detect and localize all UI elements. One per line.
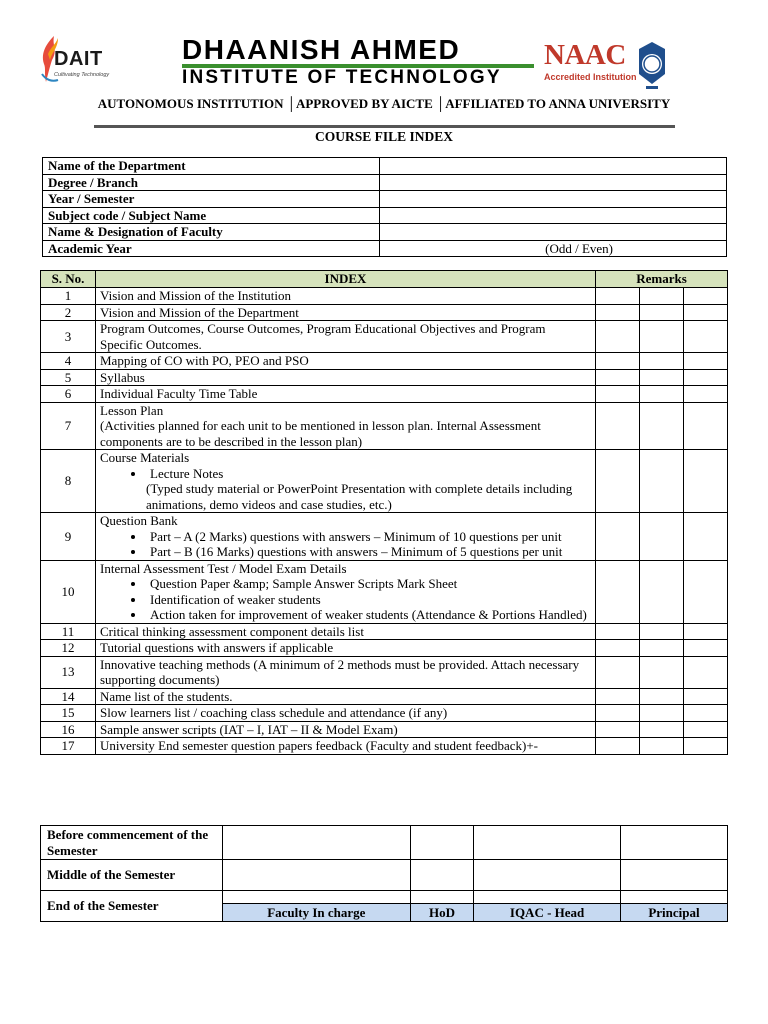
remarks-cell[interactable] [684, 450, 728, 513]
institution-name: DHAANISH AHMED [182, 36, 461, 64]
index-item-text: Slow learners list / coaching class schedule and attendance (if any) [100, 705, 448, 720]
remarks-cell[interactable] [640, 705, 684, 722]
remarks-cell[interactable] [684, 623, 728, 640]
row-number: 5 [41, 369, 96, 386]
remarks-cell[interactable] [596, 721, 640, 738]
remarks-cell[interactable] [640, 623, 684, 640]
bullet-item: • Action taken for improvement of weaker students (Attendance & Portions Handled) [146, 607, 590, 623]
remarks-cell[interactable] [640, 369, 684, 386]
remarks-cell[interactable] [684, 513, 728, 561]
remarks-cell[interactable] [596, 738, 640, 755]
header-rule [94, 125, 675, 128]
signature-table [40, 825, 728, 922]
remarks-cell[interactable] [596, 402, 640, 450]
department-info-table [42, 157, 727, 257]
field-label: Name of the Department [43, 158, 380, 175]
signatory-label: Faculty In charge [223, 904, 411, 922]
remarks-cell[interactable] [684, 321, 728, 353]
remarks-cell[interactable] [640, 560, 684, 623]
row-number: 3 [41, 321, 96, 353]
row-number: 17 [41, 738, 96, 755]
remarks-cell[interactable] [684, 304, 728, 321]
field-value[interactable] [380, 224, 727, 241]
bullet-item: • Part – A (2 Marks) questions with answers – Minimum of 10 questions per unit [146, 529, 590, 545]
department-field-row [43, 174, 727, 191]
index-item-text: Question Bank [100, 513, 178, 528]
index-item-text: University End semester question papers feedback (Faculty and student feedback)+- [100, 738, 538, 753]
bullet-item: • Part – B (16 Marks) questions with answers – Minimum of 5 questions per unit [146, 544, 590, 560]
index-item-note: (Typed study material or PowerPoint Presentation with complete details including animations, demo videos and case studies, etc.) [146, 481, 573, 512]
signature-stage-label: Before commencement of the Semester [41, 826, 223, 860]
field-label: Name & Designation of Faculty [43, 224, 380, 241]
department-field-row [43, 224, 727, 241]
index-item [96, 738, 596, 755]
row-number: 1 [41, 288, 96, 305]
remarks-cell[interactable] [640, 721, 684, 738]
remarks-cell[interactable] [684, 402, 728, 450]
field-label: Year / Semester [43, 191, 380, 208]
signature-stage-label: End of the Semester [41, 891, 223, 922]
index-item-text: Vision and Mission of the Institution [100, 288, 291, 303]
row-number: 9 [41, 513, 96, 561]
institution-subtitle: INSTITUTE OF TECHNOLOGY [182, 68, 502, 88]
row-number: 16 [41, 721, 96, 738]
index-item-text: Lesson Plan [100, 402, 164, 418]
remarks-cell[interactable] [640, 321, 684, 353]
bullet-item: • Identification of weaker students [146, 592, 590, 608]
index-row [41, 369, 728, 386]
index-item-text: Internal Assessment Test / Model Exam Details [100, 560, 347, 576]
remarks-cell[interactable] [596, 560, 640, 623]
remarks-cell[interactable] [640, 738, 684, 755]
index-item-text: Course Materials [100, 450, 190, 465]
field-value[interactable]: (Odd / Even) [380, 240, 727, 257]
field-value[interactable] [380, 158, 727, 175]
signature-cell[interactable] [620, 891, 727, 904]
index-item-text: Individual Faculty Time Table [100, 386, 258, 401]
signature-cell[interactable] [620, 826, 727, 860]
remarks-cell[interactable] [640, 353, 684, 370]
department-field-row [43, 207, 727, 224]
remarks-cell[interactable] [596, 353, 640, 370]
index-item [96, 450, 596, 513]
remarks-cell[interactable] [596, 369, 640, 386]
index-item-text: Program Outcomes, Course Outcomes, Program Educational Objectives and Program Specific Outcomes. [100, 321, 546, 352]
signature-row [41, 891, 728, 904]
naac-logo-text: NAAC [544, 39, 626, 71]
dait-logo-text: DAIT [54, 48, 103, 70]
remarks-cell[interactable] [684, 738, 728, 755]
signature-cell[interactable] [474, 891, 621, 904]
field-label: Degree / Branch [43, 174, 380, 191]
index-item [96, 705, 596, 722]
row-number: 12 [41, 640, 96, 657]
signature-stage-label: Middle of the Semester [41, 860, 223, 891]
signature-cell[interactable] [410, 826, 474, 860]
field-value[interactable] [380, 174, 727, 191]
index-item [96, 640, 596, 657]
signature-cell[interactable] [410, 891, 474, 904]
index-item-bullets [100, 466, 590, 482]
remarks-cell[interactable] [596, 623, 640, 640]
remarks-cell[interactable] [684, 640, 728, 657]
index-item [96, 560, 596, 623]
remarks-cell[interactable] [640, 513, 684, 561]
index-item-bullets [100, 529, 590, 560]
remarks-cell[interactable] [596, 688, 640, 705]
bullet-item: • Lecture Notes [146, 466, 590, 482]
remarks-cell[interactable] [640, 640, 684, 657]
remarks-cell[interactable] [640, 288, 684, 305]
tuv-certification-seal [636, 40, 668, 92]
index-item-text: Critical thinking assessment component details list [100, 623, 364, 639]
index-row [41, 738, 728, 755]
naac-logo [541, 39, 637, 92]
signature-cell[interactable] [410, 860, 474, 891]
remarks-cell[interactable] [596, 656, 640, 688]
index-item [96, 656, 596, 688]
signatory-label: Principal [620, 904, 727, 922]
remarks-cell[interactable] [596, 288, 640, 305]
remarks-cell[interactable] [596, 321, 640, 353]
row-number: 15 [41, 705, 96, 722]
remarks-cell[interactable] [640, 304, 684, 321]
remarks-cell[interactable] [596, 640, 640, 657]
row-number: 2 [41, 304, 96, 321]
field-value[interactable] [380, 207, 727, 224]
remarks-cell[interactable] [684, 386, 728, 403]
remarks-header: Remarks [596, 271, 728, 288]
remarks-cell[interactable] [684, 288, 728, 305]
remarks-cell[interactable] [640, 688, 684, 705]
remarks-cell[interactable] [684, 656, 728, 688]
remarks-cell[interactable] [684, 705, 728, 722]
index-row [41, 721, 728, 738]
index-item [96, 513, 596, 561]
row-number: 13 [41, 656, 96, 688]
index-item-text: Syllabus [100, 369, 145, 385]
index-row [41, 353, 728, 370]
index-item [96, 321, 596, 353]
index-row [41, 688, 728, 705]
page-title: COURSE FILE INDEX [314, 129, 454, 144]
signatory-label: HoD [410, 904, 474, 922]
dait-logo-tagline: Cultivating Technology [54, 72, 110, 78]
remarks-cell[interactable] [596, 304, 640, 321]
index-row [41, 640, 728, 657]
index-item [96, 353, 596, 370]
index-row [41, 513, 728, 561]
signature-cell[interactable] [620, 860, 727, 891]
remarks-cell[interactable] [684, 560, 728, 623]
index-item-text: Mapping of CO with PO, PEO and PSO [100, 353, 309, 368]
index-row [41, 321, 728, 353]
index-row [41, 386, 728, 403]
index-item [96, 688, 596, 705]
remarks-cell[interactable] [640, 656, 684, 688]
row-number: 14 [41, 688, 96, 705]
index-header-row [41, 271, 728, 288]
row-number: 6 [41, 386, 96, 403]
index-item [96, 721, 596, 738]
index-item [96, 288, 596, 305]
signature-row [41, 860, 728, 891]
row-number: 11 [41, 623, 96, 640]
index-row [41, 705, 728, 722]
index-item-text: Sample answer scripts (IAT – I, IAT – II & Model Exam) [100, 721, 398, 737]
signature-cell[interactable] [223, 860, 411, 891]
remarks-cell[interactable] [596, 705, 640, 722]
bullet-item: • Question Paper &amp; Sample Answer Scripts Mark Sheet [146, 576, 590, 592]
signatory-label: IQAC - Head [474, 904, 621, 922]
index-row [41, 623, 728, 640]
index-row [41, 560, 728, 623]
field-value[interactable] [380, 191, 727, 208]
signature-cell[interactable] [474, 826, 621, 860]
signature-cell[interactable] [223, 826, 411, 860]
remarks-cell[interactable] [684, 688, 728, 705]
index-item-text: Tutorial questions with answers if applicable [100, 640, 334, 655]
remarks-cell[interactable] [684, 353, 728, 370]
field-label: Subject code / Subject Name [43, 207, 380, 224]
index-item-note: (Activities planned for each unit to be mentioned in lesson plan. Internal Assessment components are to be described in the lesson plan) [100, 418, 541, 449]
index-item-text: Innovative teaching methods (A minimum of 2 methods must be provided. Attach necessary supporting documents) [100, 656, 580, 687]
department-field-row [43, 158, 727, 175]
index-item [96, 304, 596, 321]
index-item-bullets [100, 576, 590, 623]
index-row [41, 402, 728, 450]
index-item [96, 369, 596, 386]
index-item [96, 623, 596, 640]
tuv-seal-icon [636, 40, 668, 92]
remarks-cell[interactable] [596, 513, 640, 561]
sno-header: S. No. [41, 271, 96, 288]
remarks-cell[interactable] [640, 386, 684, 403]
remarks-cell[interactable] [640, 450, 684, 513]
index-header: INDEX [96, 271, 596, 288]
index-item [96, 386, 596, 403]
department-field-row [43, 240, 727, 257]
remarks-cell[interactable] [640, 402, 684, 450]
index-row [41, 450, 728, 513]
affiliation-line: AUTONOMOUS INSTITUTION │APPROVED BY AICTE │AFFILIATED TO ANNA UNIVERSITY [97, 96, 671, 111]
remarks-cell[interactable] [684, 721, 728, 738]
row-number: 4 [41, 353, 96, 370]
remarks-cell[interactable] [596, 386, 640, 403]
remarks-cell[interactable] [684, 369, 728, 386]
row-number: 8 [41, 450, 96, 513]
index-row [41, 304, 728, 321]
signature-row [41, 826, 728, 860]
index-item [96, 402, 596, 450]
course-file-index-table [40, 270, 728, 755]
index-row [41, 656, 728, 688]
index-item-text: Vision and Mission of the Department [100, 304, 299, 320]
index-row [41, 288, 728, 305]
department-field-row [43, 191, 727, 208]
row-number: 10 [41, 560, 96, 623]
row-number: 7 [41, 402, 96, 450]
signature-cell[interactable] [223, 891, 411, 904]
field-label: Academic Year [43, 240, 380, 257]
naac-logo-subtext: Accredited Institution [544, 72, 637, 82]
signature-cell[interactable] [474, 860, 621, 891]
dait-logo [38, 34, 132, 86]
remarks-cell[interactable] [596, 450, 640, 513]
index-item-text: Name list of the students. [100, 688, 233, 704]
